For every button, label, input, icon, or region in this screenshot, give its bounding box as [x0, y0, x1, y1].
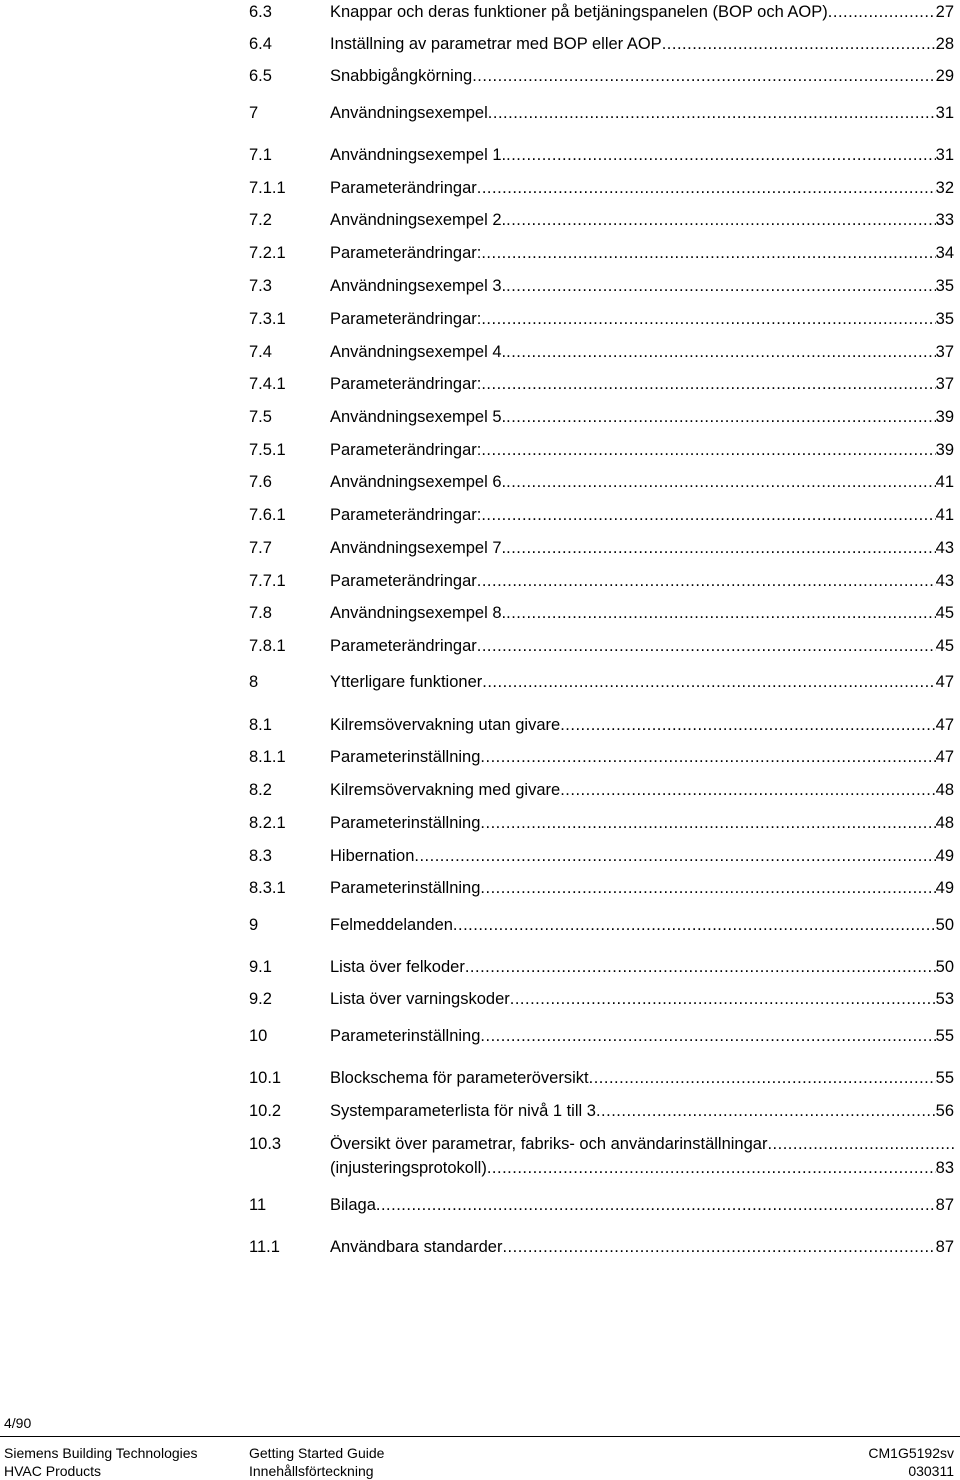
toc-title: Användningsexempel 5.	[330, 408, 507, 426]
toc-page: 45	[935, 604, 954, 622]
toc-title: Parameterändringar:	[330, 244, 482, 262]
toc-title: Lista över felkoder	[330, 958, 465, 976]
toc-page: 43	[935, 572, 954, 590]
toc-title: Användningsexempel 4.	[330, 343, 507, 361]
toc-entry[interactable]	[249, 470, 954, 494]
toc-page: 35	[935, 277, 954, 295]
toc-entry[interactable]	[249, 503, 954, 527]
toc-number: 7.8	[249, 604, 272, 622]
toc-title: Kilremsövervakning utan givare	[330, 716, 561, 734]
toc-entry[interactable]	[249, 101, 954, 125]
toc-title-continued: (injusteringsprotokoll)	[330, 1159, 487, 1177]
page-number: 4/90	[4, 1415, 32, 1431]
toc-entry[interactable]	[249, 274, 954, 298]
toc-number: 8.2	[249, 781, 272, 799]
toc-leader	[472, 64, 935, 88]
toc-title: Parameterändringar	[330, 179, 477, 197]
toc-title: Parameterändringar	[330, 572, 477, 590]
toc-number: 7.1.1	[249, 179, 286, 197]
toc-page: 48	[935, 781, 954, 799]
toc-entry[interactable]	[249, 176, 954, 200]
toc-page: 49	[935, 847, 954, 865]
toc-page: 39	[935, 441, 954, 459]
toc-page: 34	[935, 244, 954, 262]
toc-number: 7.7	[249, 539, 272, 557]
toc-title: Parameterändringar:	[330, 310, 482, 328]
toc-leader	[453, 913, 936, 937]
toc-page: 56	[935, 1102, 954, 1120]
toc-entry[interactable]	[249, 670, 954, 694]
toc-page: 41	[935, 473, 954, 491]
toc-page: 31	[935, 146, 954, 164]
toc-entry[interactable]	[249, 340, 954, 364]
toc-title: Användningsexempel	[330, 104, 488, 122]
toc-entry[interactable]	[249, 811, 954, 835]
toc-leader	[506, 274, 936, 298]
toc-number: 7.6	[249, 473, 272, 491]
toc-leader	[506, 601, 936, 625]
toc-number: 7.3.1	[249, 310, 286, 328]
toc-title: Hibernation	[330, 847, 415, 865]
toc-title: Lista över varningskoder	[330, 990, 510, 1008]
toc-leader	[506, 143, 936, 167]
toc-leader	[502, 1235, 935, 1259]
toc-page: 39	[935, 408, 954, 426]
toc-number: 8.1	[249, 716, 272, 734]
toc-number: 8	[249, 673, 259, 691]
toc-number: 10	[249, 1027, 268, 1045]
toc-page: 33	[935, 211, 954, 229]
toc-number: 8.3	[249, 847, 272, 865]
toc-leader	[828, 0, 936, 24]
toc-title: Användningsexempel 8.	[330, 604, 507, 622]
toc-entry[interactable]	[249, 601, 954, 625]
toc-number: 9	[249, 916, 259, 934]
toc-page: 87	[935, 1196, 954, 1214]
toc-entry[interactable]	[249, 844, 954, 868]
toc-number: 11.1	[249, 1238, 280, 1256]
toc-page: 28	[935, 35, 954, 53]
toc-title: Användningsexempel 3.	[330, 277, 507, 295]
toc-title: Parameterinställning	[330, 1027, 481, 1045]
toc-title: Knappar och deras funktioner på betjäningspanelen (BOP och AOP)	[330, 3, 828, 21]
footer-doc-title: Getting Started Guide	[249, 1445, 385, 1461]
toc-entry[interactable]	[249, 143, 954, 167]
toc-entry[interactable]	[249, 778, 954, 802]
toc-page: 55	[935, 1027, 954, 1045]
toc-title: Användningsexempel 7.	[330, 539, 507, 557]
toc-number: 10.3	[249, 1135, 282, 1153]
toc-number: 7.4	[249, 343, 272, 361]
toc-leader	[481, 241, 935, 265]
toc-leader	[560, 778, 935, 802]
toc-entry[interactable]	[249, 634, 954, 658]
toc-entry[interactable]	[249, 1024, 954, 1048]
toc-title: Parameterinställning	[330, 748, 481, 766]
toc-number: 6.5	[249, 67, 272, 85]
footer-doc-code: CM1G5192sv	[868, 1445, 954, 1461]
toc-title: Översikt över parametrar, fabriks- och användarinställningar	[330, 1135, 768, 1153]
toc-leader	[487, 1156, 936, 1180]
toc-number: 6.4	[249, 35, 272, 53]
toc-page: 31	[935, 104, 954, 122]
toc-leader	[506, 208, 936, 232]
toc-number: 7.8.1	[249, 637, 286, 655]
toc-number: 7.1	[249, 146, 272, 164]
toc-number: 6.3	[249, 3, 272, 21]
toc-title: Användbara standarder	[330, 1238, 503, 1256]
toc-leader	[506, 536, 936, 560]
toc-leader	[477, 634, 936, 658]
toc-title: Parameterinställning	[330, 879, 481, 897]
toc-leader	[589, 1066, 936, 1090]
toc-entry[interactable]	[249, 64, 954, 88]
toc-entry[interactable]	[249, 745, 954, 769]
toc-entry[interactable]	[249, 913, 954, 937]
footer-date-code: 030311	[908, 1463, 954, 1479]
toc-title: Användningsexempel 6.	[330, 473, 507, 491]
toc-number: 7.4.1	[249, 375, 286, 393]
toc-title: Parameterändringar	[330, 637, 477, 655]
toc-entry[interactable]	[249, 1132, 954, 1177]
toc-page: 32	[935, 179, 954, 197]
toc-page: 47	[935, 673, 954, 691]
toc-number: 9.1	[249, 958, 272, 976]
toc-number: 7.5	[249, 408, 272, 426]
toc-page: 47	[935, 716, 954, 734]
toc-leader	[414, 844, 935, 868]
toc-leader	[488, 101, 936, 125]
toc-number: 7.7.1	[249, 572, 286, 590]
toc-page: 43	[935, 539, 954, 557]
toc-entry[interactable]	[249, 307, 954, 331]
toc-leader	[662, 32, 936, 56]
toc-title: Parameterinställning	[330, 814, 481, 832]
toc-page: 37	[935, 375, 954, 393]
toc-number: 7.5.1	[249, 441, 286, 459]
toc-number: 7.2.1	[249, 244, 286, 262]
toc-title: Ytterligare funktioner	[330, 673, 483, 691]
toc-leader	[465, 955, 936, 979]
toc-page: 53	[935, 990, 954, 1008]
toc-page: 41	[935, 506, 954, 524]
toc-title: Användningsexempel 2.	[330, 211, 507, 229]
toc-entry[interactable]	[249, 241, 954, 265]
toc-leader	[480, 745, 935, 769]
toc-number: 8.3.1	[249, 879, 286, 897]
toc-page: 27	[935, 3, 954, 21]
toc-entry[interactable]	[249, 1099, 954, 1123]
toc-number: 9.2	[249, 990, 272, 1008]
toc-page: 50	[935, 916, 954, 934]
toc-entry[interactable]	[249, 987, 954, 1011]
toc-entry[interactable]	[249, 955, 954, 979]
toc-entry[interactable]	[249, 32, 954, 56]
toc-page: 87	[935, 1238, 954, 1256]
toc-number: 7.3	[249, 277, 272, 295]
toc-title: Användningsexempel 1.	[330, 146, 507, 164]
toc-entry[interactable]	[249, 713, 954, 737]
toc-leader	[480, 811, 935, 835]
toc-leader	[596, 1099, 936, 1123]
toc-page: 55	[935, 1069, 954, 1087]
toc-entry[interactable]	[249, 405, 954, 429]
toc-title: Systemparameterlista för nivå 1 till 3	[330, 1102, 596, 1120]
toc-title: Snabbigångkörning	[330, 67, 473, 85]
toc-leader	[506, 340, 936, 364]
toc-leader	[481, 503, 935, 527]
toc-number: 8.1.1	[249, 748, 286, 766]
toc-page: 83	[935, 1159, 954, 1177]
toc-entry[interactable]	[249, 438, 954, 462]
toc-page: 35	[935, 310, 954, 328]
toc-number: 10.2	[249, 1102, 282, 1120]
footer-divider	[0, 1436, 960, 1437]
footer-section: Innehållsförteckning	[249, 1463, 374, 1479]
toc-leader	[481, 372, 935, 396]
toc-number: 8.2.1	[249, 814, 286, 832]
toc-title: Blockschema för parameteröversikt	[330, 1069, 589, 1087]
toc-entry[interactable]	[249, 536, 954, 560]
toc-number: 10.1	[249, 1069, 282, 1087]
toc-leader	[506, 405, 936, 429]
toc-entry[interactable]	[249, 0, 954, 24]
toc-page: 48	[935, 814, 954, 832]
toc-leader	[480, 876, 935, 900]
toc-entry[interactable]	[249, 1193, 954, 1217]
toc-page: 49	[935, 879, 954, 897]
toc-leader	[481, 438, 935, 462]
toc-title: Parameterändringar:	[330, 441, 482, 459]
toc-leader	[481, 307, 935, 331]
toc-leader	[480, 1024, 935, 1048]
toc-entry[interactable]	[249, 1066, 954, 1090]
toc-entry[interactable]	[249, 569, 954, 593]
toc-number: 7.2	[249, 211, 272, 229]
toc-title: Parameterändringar:	[330, 375, 482, 393]
toc-title: Inställning av parametrar med BOP eller AOP	[330, 35, 662, 53]
toc-leader	[477, 569, 936, 593]
toc-number: 7	[249, 104, 259, 122]
toc-number: 11	[249, 1196, 267, 1214]
footer-division: HVAC Products	[4, 1463, 101, 1479]
footer-company: Siemens Building Technologies	[4, 1445, 198, 1461]
toc-leader	[506, 470, 936, 494]
toc-entry[interactable]	[249, 876, 954, 900]
toc-entry[interactable]	[249, 372, 954, 396]
toc-title: Bilaga	[330, 1196, 376, 1214]
toc-page: 37	[935, 343, 954, 361]
toc-leader	[560, 713, 935, 737]
toc-leader	[510, 987, 936, 1011]
toc-entry[interactable]	[249, 208, 954, 232]
toc-page: 47	[935, 748, 954, 766]
toc-leader	[376, 1193, 936, 1217]
toc-entry[interactable]	[249, 1235, 954, 1259]
toc-leader	[482, 670, 935, 694]
toc-page: 29	[935, 67, 954, 85]
toc-title: Felmeddelanden	[330, 916, 453, 934]
toc-title: Parameterändringar:	[330, 506, 482, 524]
toc-leader	[767, 1132, 954, 1156]
toc-number: 7.6.1	[249, 506, 286, 524]
toc-page: 50	[935, 958, 954, 976]
toc-title: Kilremsövervakning med givare	[330, 781, 561, 799]
toc-page: 45	[935, 637, 954, 655]
toc-leader	[477, 176, 936, 200]
